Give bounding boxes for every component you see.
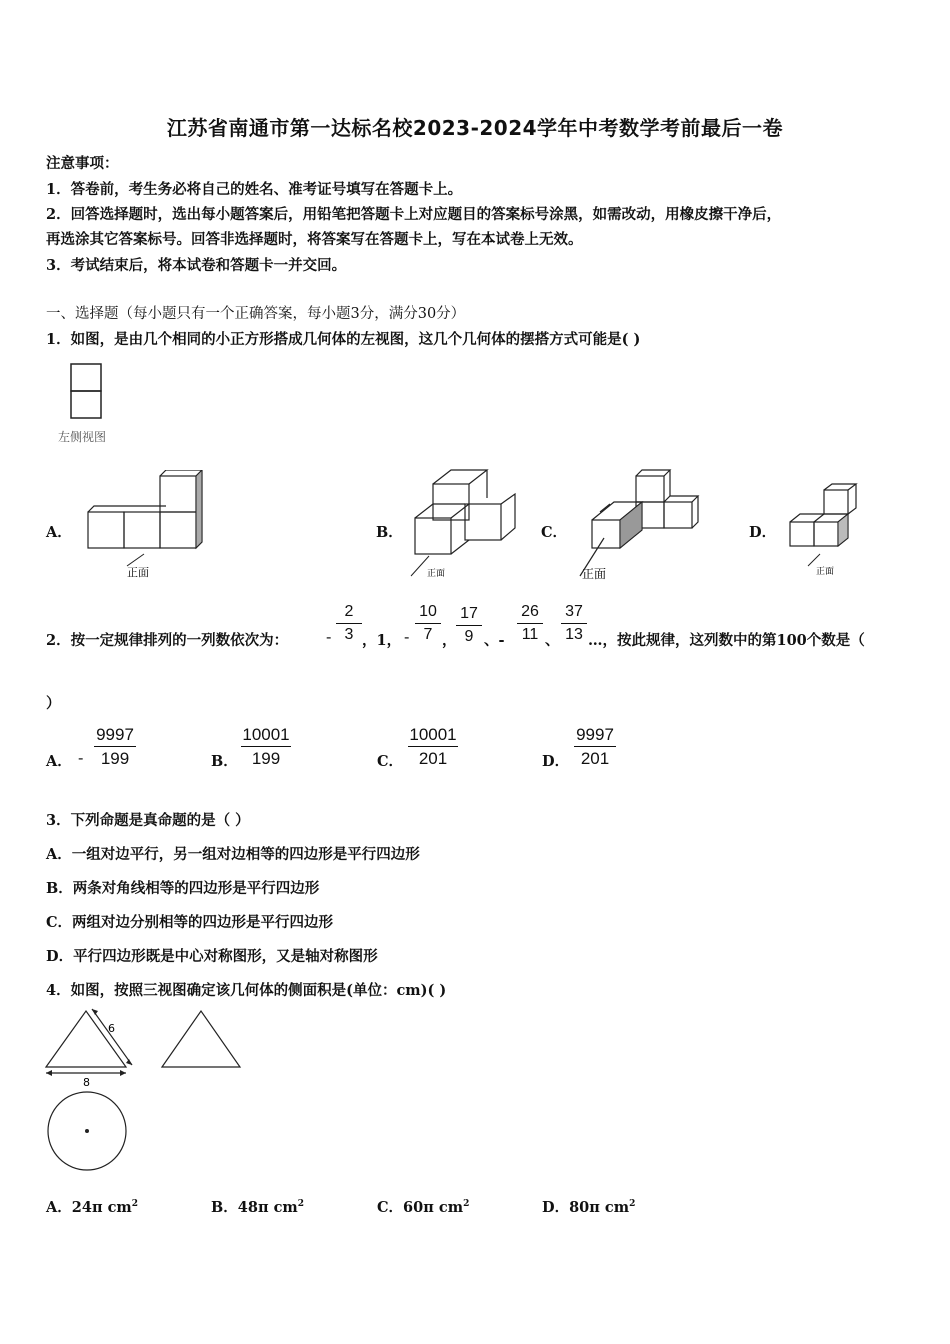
q4-dim-slant: 6: [108, 1022, 115, 1035]
q2-option-d-frac: [574, 726, 616, 767]
q2-option-a-sign: -: [78, 748, 84, 767]
q2-seq-sign-1: -: [326, 627, 332, 646]
q1-b-front-label: 正面: [427, 569, 446, 579]
q2-seq-den-1: 3: [344, 626, 354, 643]
q4-option-b: [211, 1196, 304, 1217]
notice-heading: 注意事项：: [46, 155, 119, 172]
q2-option-d-den: 201: [580, 749, 610, 768]
q1-option-a-figure: [82, 470, 222, 580]
q1-option-c-label: C．: [541, 524, 568, 541]
q3-option-a: A．一组对边平行，另一组对边相等的四边形是平行四边形: [46, 846, 420, 863]
q1-option-b-figure: [405, 466, 520, 581]
section-heading: 一、选择题（每小题只有一个正确答案，每小题3分，满分30分）: [46, 306, 466, 322]
notice-item-3: 3．考试结束后，将本试卷和答题卡一并交回。: [46, 257, 347, 274]
q4-option-a-sup: 2: [131, 1199, 139, 1210]
q2-seq-den-5: 11: [521, 626, 539, 643]
q1-option-d-figure: [780, 478, 870, 578]
q2-seq-sep-3: ，: [442, 632, 457, 649]
q2-seq-sign-3: -: [404, 627, 410, 646]
q2-seq-sep-1: ，1，: [362, 632, 402, 649]
q2-seq-num-4: 17: [460, 605, 478, 622]
q4-option-a: [46, 1196, 138, 1217]
q1-figure-caption: 左侧视图: [58, 430, 107, 444]
q2-seq-den-6: 13: [565, 626, 583, 643]
q2-seq-num-3: 10: [419, 603, 437, 620]
q4-option-d: [542, 1196, 635, 1217]
q4-three-views-figure: [40, 1005, 250, 1175]
q2-seq-num-6: 37: [565, 603, 583, 620]
q2-option-d-num: 9997: [576, 725, 614, 744]
q2-option-a-num: 9997: [96, 725, 134, 744]
q2-seq-frac-6: [561, 604, 587, 643]
q1-option-a-label: A．: [46, 524, 72, 541]
q4-option-c-value: 60π cm: [403, 1199, 464, 1216]
notice-item-2-cont: 再选涂其它答案标号。回答非选择题时，将答案写在答题卡上，写在本试卷上无效。: [46, 231, 583, 248]
q4-option-b-sup: 2: [297, 1199, 305, 1210]
q4-option-b-value: 48π cm: [237, 1199, 298, 1216]
q1-c-front-label: 正面: [582, 567, 607, 581]
q1-d-front-label: 正面: [816, 567, 835, 577]
q2-stem-end: ）: [46, 695, 61, 712]
q2-option-c-label: C．: [377, 753, 404, 770]
q2-option-b-label: B．: [211, 753, 238, 770]
q4-option-c: [377, 1196, 469, 1217]
q4-dim-base: 8: [83, 1076, 90, 1089]
q2-seq-frac-5: [517, 604, 543, 643]
q2-option-a-frac: [94, 726, 136, 767]
q2-seq-sep-4: 、-: [484, 632, 505, 649]
q2-seq-sep-5: 、: [545, 632, 560, 649]
q2-option-b-num: 10001: [242, 725, 290, 744]
q4-option-c-sup: 2: [463, 1199, 470, 1210]
q2-option-c-den: 201: [418, 749, 448, 768]
q1-stem: 1．如图，是由几个相同的小正方形搭成几何体的左视图，这几个几何体的摆搭方式可能是( ): [46, 331, 641, 348]
q2-option-b-den: 199: [251, 749, 281, 768]
q4-side-view-triangle: [162, 1011, 240, 1067]
q2-seq-num-5: 26: [521, 603, 539, 620]
q4-option-d-label: D．: [542, 1199, 570, 1216]
q4-option-d-sup: 2: [629, 1199, 636, 1210]
q2-option-c-frac: [408, 726, 458, 767]
q3-stem: 3．下列命题是真命题的是（ ）: [46, 812, 250, 829]
q2-option-c-num: 10001: [409, 725, 457, 744]
q4-option-a-label: A．: [46, 1199, 72, 1216]
q1-option-b-label: B．: [376, 524, 403, 541]
q2-seq-frac-3: [415, 604, 441, 643]
q3-option-b: B．两条对角线相等的四边形是平行四边形: [46, 880, 320, 897]
q2-seq-den-3: 7: [423, 626, 433, 643]
q2-option-d-label: D．: [542, 753, 570, 770]
q4-option-b-label: B．: [211, 1199, 238, 1216]
q2-seq-frac-4: [456, 606, 482, 645]
notice-item-2: 2．回答选择题时，选出每小题答案后，用铅笔把答题卡上对应题目的答案标号涂黑，如需改动，用橡皮擦干净后，: [46, 206, 782, 223]
q2-stem-prefix: 2．按一定规律排列的一列数依次为：: [46, 632, 289, 649]
q2-stem-suffix: …，按此规律，这列数中的第100个数是（: [588, 632, 865, 649]
q2-seq-frac-1: [336, 604, 362, 643]
q3-option-c: C．两组对边分别相等的四边形是平行四边形: [46, 914, 334, 931]
q4-option-d-value: 80π cm: [569, 1199, 630, 1216]
q3-option-d: D．平行四边形既是中心对称图形，又是轴对称图形: [46, 948, 378, 965]
q2-seq-den-4: 9: [464, 628, 474, 645]
q1-option-c-figure: [570, 468, 705, 583]
q4-stem: 4．如图，按照三视图确定该几何体的侧面积是(单位：cm)( ): [46, 982, 447, 999]
q1-a-front-label: 正面: [127, 566, 149, 579]
page-title: 江苏省南通市第一达标名校2023-2024学年中考数学考前最后一卷: [166, 116, 784, 140]
q4-option-a-value: 24π cm: [71, 1199, 132, 1216]
q2-option-a-den: 199: [100, 749, 130, 768]
q4-option-c-label: C．: [377, 1199, 404, 1216]
q2-seq-num-1: 2: [344, 603, 354, 620]
notice-item-1: 1．答卷前，考生务必将自己的姓名、准考证号填写在答题卡上。: [46, 181, 463, 198]
q1-option-d-label: D．: [749, 524, 777, 541]
q2-option-b-frac: [241, 726, 291, 767]
q2-option-a-label: A．: [46, 753, 72, 770]
